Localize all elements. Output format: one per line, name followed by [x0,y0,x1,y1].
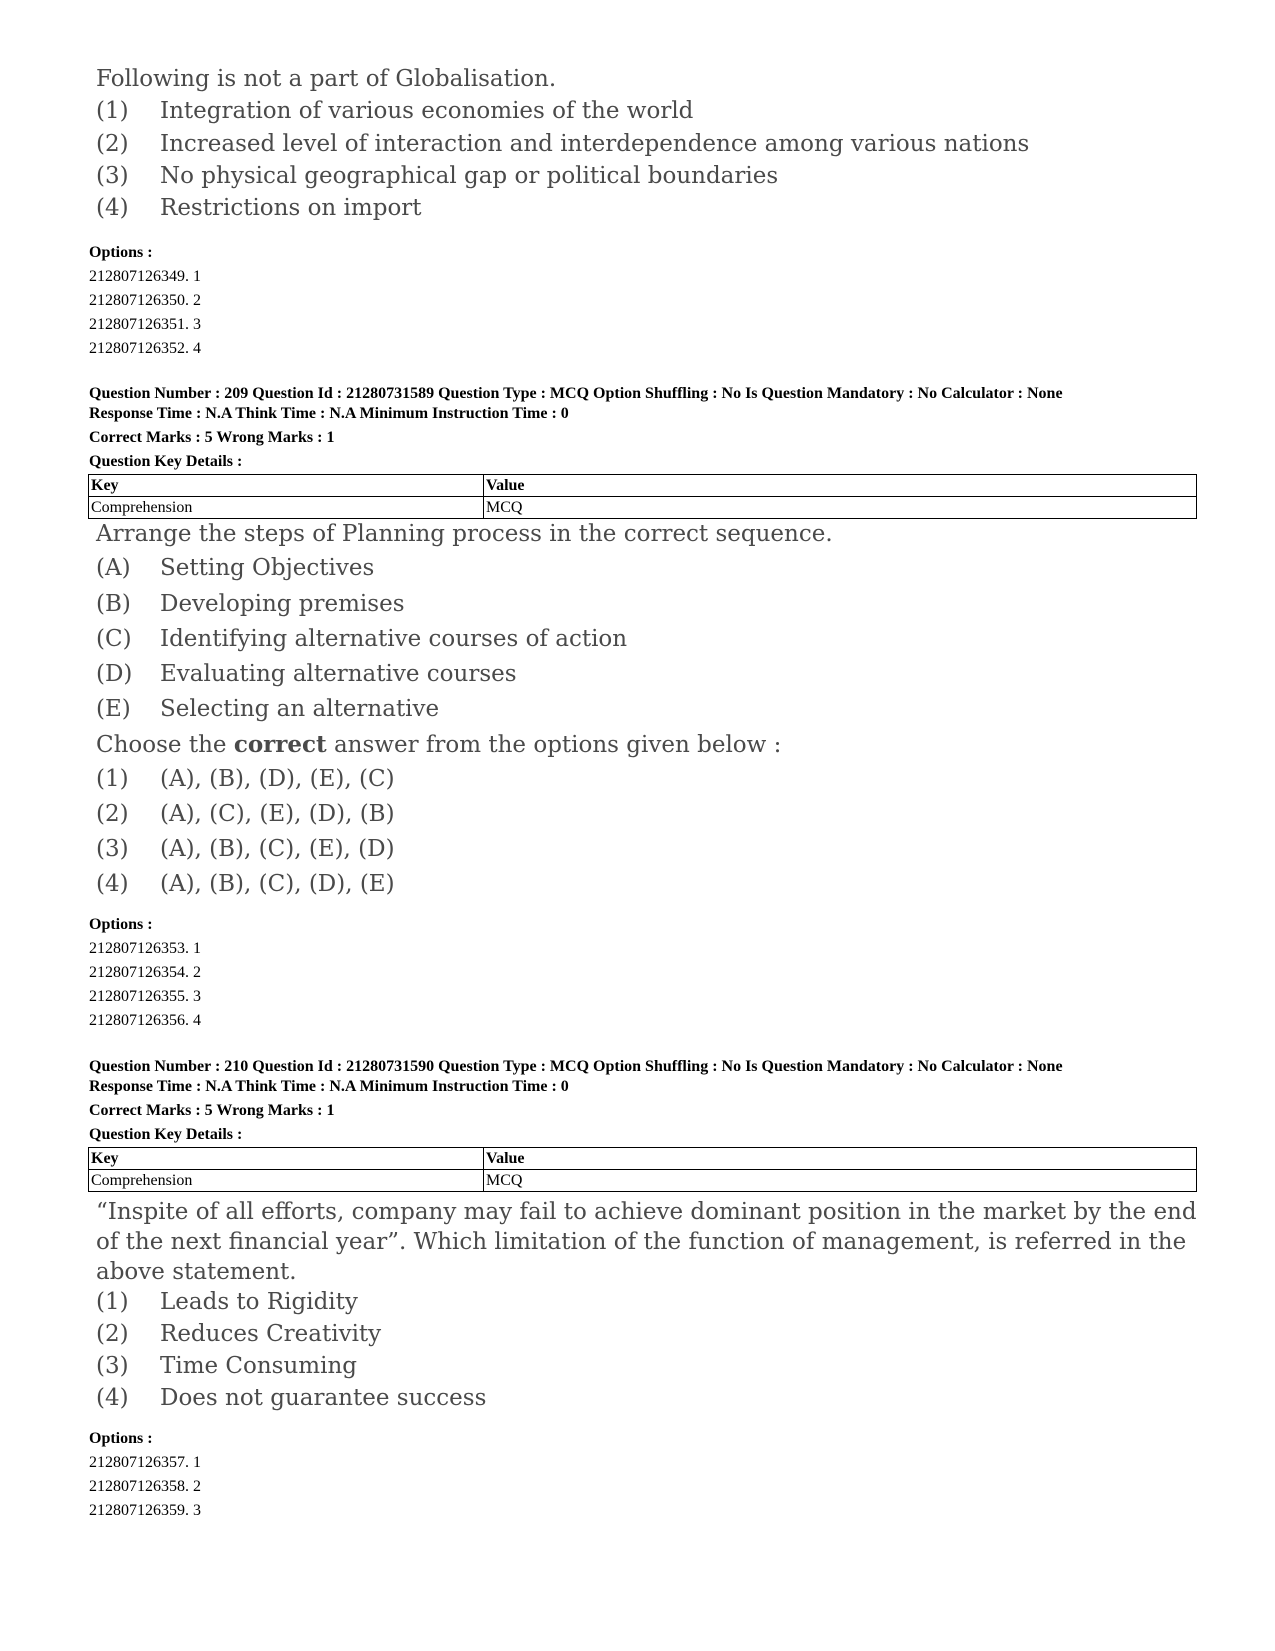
q208-choice-text: Restrictions on import [160,195,422,221]
options-label: Options : [89,916,153,933]
q209-step-label: (B) [96,591,131,617]
q209-key-table [88,474,1197,519]
option-item: 212807126359. 3 [89,1502,201,1519]
q210-choice-text: Reduces Creativity [160,1321,382,1347]
q210-choice-text: Leads to Rigidity [160,1289,358,1315]
question-marks: Correct Marks : 5 Wrong Marks : 1 [89,1102,335,1119]
q208-choice-number: (1) [96,98,129,124]
q209-choice-text: (A), (B), (D), (E), (C) [160,766,395,792]
q209-choice-number: (3) [96,836,129,862]
instruction-text: answer from the options given below : [326,732,782,758]
table-header-row [89,1148,1197,1170]
q209-choice-text: (A), (B), (C), (E), (D) [160,836,395,862]
key-header: Key [89,1148,484,1170]
option-item: 212807126358. 2 [89,1478,201,1495]
option-item: 212807126357. 1 [89,1454,201,1471]
q210-choice-number: (2) [96,1321,129,1347]
options-label: Options : [89,1430,153,1447]
q209-choice-text: (A), (C), (E), (D), (B) [160,801,395,827]
q209-step-label: (D) [96,661,133,687]
q209-step-text: Identifying alternative courses of action [160,626,628,652]
q209-step-label: (A) [96,555,131,581]
q208-stem: Following is not a part of Globalisation. [96,66,557,92]
q208-choice-number: (4) [96,195,129,221]
key-cell: Comprehension [89,1170,484,1192]
q209-step-text: Evaluating alternative courses [160,661,517,687]
value-header: Value [484,475,1197,497]
q209-stem: Arrange the steps of Planning process in the correct sequence. [96,521,833,547]
q209-choice-number: (2) [96,801,129,827]
option-item: 212807126350. 2 [89,292,201,309]
option-item: 212807126356. 4 [89,1012,201,1029]
question-key-details-label: Question Key Details : [89,1126,243,1143]
option-item: 212807126352. 4 [89,340,201,357]
q209-choice-number: (1) [96,766,129,792]
q210-options [89,1427,201,1523]
question-timing: Response Time : N.A Think Time : N.A Minimum Instruction Time : 0 [89,1078,569,1095]
q210-choice-number: (3) [96,1353,129,1379]
key-cell: Comprehension [89,497,484,519]
question-timing: Response Time : N.A Think Time : N.A Minimum Instruction Time : 0 [89,405,569,422]
option-item: 212807126354. 2 [89,964,201,981]
q208-choice-number: (3) [96,163,129,189]
q210-choice-text: Time Consuming [160,1353,358,1379]
q208-choice-text: No physical geographical gap or political boundaries [160,163,779,189]
q208-choice-number: (2) [96,131,129,157]
instruction-text: Choose the [96,732,234,758]
q210-choice-number: (1) [96,1289,129,1315]
q208-choice-text: Integration of various economies of the world [160,98,694,124]
option-item: 212807126353. 1 [89,940,201,957]
options-label: Options : [89,244,153,261]
q209-instruction [96,731,781,758]
q208-choice-text: Increased level of interaction and interdependence among various nations [160,131,1030,157]
q209-meta [89,384,1063,472]
q209-step-text: Developing premises [160,591,405,617]
value-header: Value [484,1148,1197,1170]
question-marks: Correct Marks : 5 Wrong Marks : 1 [89,429,335,446]
instruction-emphasis: correct [233,731,327,758]
option-item: 212807126349. 1 [89,268,201,285]
q209-step-label: (C) [96,626,132,652]
question-key-details-label: Question Key Details : [89,453,243,470]
q209-options [89,913,201,1033]
q209-step-label: (E) [96,696,131,722]
option-item: 212807126351. 3 [89,316,201,333]
option-item: 212807126355. 3 [89,988,201,1005]
value-cell: MCQ [484,1170,1197,1192]
key-header: Key [89,475,484,497]
table-row [89,497,1197,519]
q210-stem: “Inspite of all efforts, company may fail to achieve dominant position in the market by the end of the next financial year”. Which limitation of the function of management, is referred in the above statement. [96,1199,1197,1285]
q210-meta [89,1057,1063,1145]
q209-choice-number: (4) [96,871,129,897]
q210-choice-number: (4) [96,1385,129,1411]
q209-choice-text: (A), (B), (C), (D), (E) [160,871,395,897]
q209-step-text: Selecting an alternative [160,696,440,722]
q209-step-text: Setting Objectives [160,555,375,581]
table-header-row [89,475,1197,497]
question-header: Question Number : 209 Question Id : 21280731589 Question Type : MCQ Option Shuffling : No Is Question Mandatory : No Calculator : None [89,385,1063,402]
q208-options [89,241,201,361]
q210-choice-text: Does not guarantee success [160,1385,487,1411]
q210-key-table [88,1147,1197,1192]
table-row [89,1170,1197,1192]
question-header: Question Number : 210 Question Id : 21280731590 Question Type : MCQ Option Shuffling : No Is Question Mandatory : No Calculator : None [89,1058,1063,1075]
value-cell: MCQ [484,497,1197,519]
